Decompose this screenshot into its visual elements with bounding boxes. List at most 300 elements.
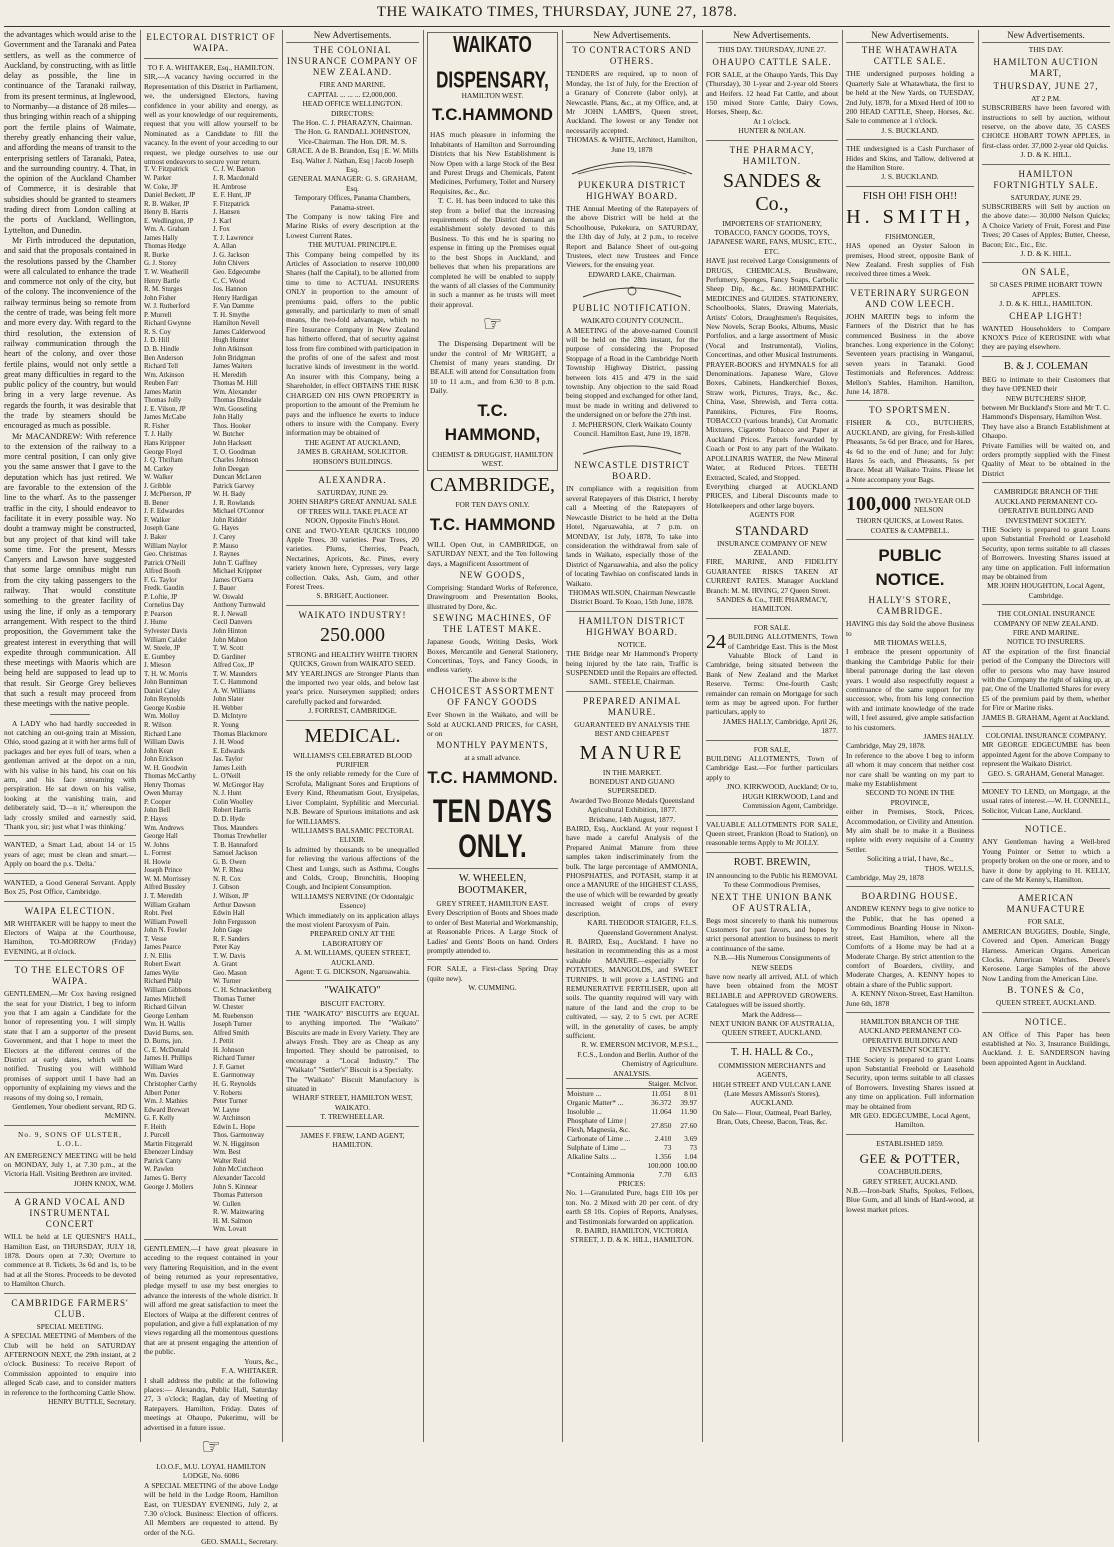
- industry-number: 250.000: [320, 623, 385, 646]
- auction-mart-heading: HAMILTON AUCTION MART,: [993, 56, 1099, 78]
- contractors-text: TENDERS are required, up to noon of Monday, the 1st of July, for the Erection of a Granary of Concrete (labor only), at Newcastle. Plans, &c., at my Office, and, at Mr JOHN LAMB'S, Queen street, Auckland. The lowest or any Tender not necessarily accepted.: [566, 69, 698, 135]
- analysis-cell: Alkaline Salts ...: [567, 1152, 617, 1162]
- divider: [846, 283, 974, 284]
- signatory-name: Thos. Hooker: [213, 422, 251, 430]
- signatory-name: T. V. Fitzpatrick: [144, 166, 189, 174]
- analysis-cell: 27.60: [680, 1120, 697, 1130]
- signatory-name: G. J. Storey: [144, 260, 177, 268]
- divider: [50, 714, 90, 715]
- analysis-cell: *Containing Ammonia: [567, 1170, 635, 1180]
- nervine-text: Which immediately on its application allays the most violent Paroxysm of Pain.: [286, 910, 419, 929]
- sportsmen-heading: TO SPORTSMEN.: [869, 405, 951, 416]
- hallys-date: Cambridge, May 29, 1878.: [846, 741, 926, 751]
- divider: [982, 782, 1110, 783]
- signatory-name: R. Wilson: [144, 722, 172, 730]
- signatory-name: James O'Garra: [213, 576, 254, 584]
- signatory-name: John N. Fowler: [144, 927, 187, 935]
- signatory-name: W. Coke, JP: [144, 183, 178, 191]
- industry-signature: J. FORREST, CAMBRIDGE.: [308, 706, 397, 716]
- hammond-text: T. C. H. has been induced to take this step from a belief that the increasing requirements of the District demand an establishment solely devoted to this Business. To this end he is sparing no expense in fitting up the Premises equal to the best Shops in Auckland, and believes that when his preparations are completed he will be enabled to supply the wants of all classes of the Community in such a manner as he trusts will meet their approval.: [430, 196, 555, 309]
- signatory-name: Fredk. Gaudin: [144, 585, 184, 593]
- signatory-name: W. Chester: [213, 1004, 244, 1012]
- analysis-cell: Moisture ...: [567, 1089, 602, 1099]
- analysis-row: [566, 1143, 698, 1152]
- masthead-rule: [4, 26, 1110, 27]
- signatory-name: J. H. Wood: [213, 739, 244, 747]
- signatory-name: Cecil Danvers: [213, 619, 253, 627]
- signatory-name: H. Howie: [144, 858, 171, 866]
- divider: [846, 886, 974, 887]
- signatory-name: Patrick Canty: [144, 1157, 182, 1165]
- signatory-name: Geo. Mason: [213, 969, 247, 977]
- signatory-name: R. Fisher: [144, 422, 170, 430]
- signatory-name: J. Carey: [213, 533, 236, 541]
- agent-address: HOBSON'S BUILDINGS.: [312, 456, 393, 466]
- column-heading: New Advertisements.: [846, 30, 974, 43]
- signatory-name: J. Karl: [213, 217, 232, 225]
- fortnightly-date: SATURDAY, JUNE 29.: [1010, 192, 1082, 202]
- signatory-name: C. E. McDonald: [144, 1046, 190, 1054]
- signatory-name: Arthur Dawson: [213, 901, 256, 909]
- signatory-name: T. W. Davis: [213, 952, 246, 960]
- colonial-insurance-heading: COLONIAL INSURANCE COMPANY.: [985, 731, 1107, 741]
- signatory-name: Anthony Turnwald: [213, 602, 266, 610]
- signatory-name: T. C. Hammond: [213, 679, 258, 687]
- ten-days-heading: TEN DAYS ONLY.: [432, 793, 553, 865]
- signatory-name: W. Turner: [213, 978, 241, 986]
- signatory-name: W. Steele, JP: [144, 645, 181, 653]
- signatory-name: John Bunniman: [144, 679, 188, 687]
- signatory-name: Thos. Garmonway: [213, 1132, 265, 1140]
- medical-heading: MEDICAL.: [304, 724, 401, 747]
- signatory-name: John Fergusson: [213, 918, 256, 926]
- smith-text: HAS opened an Oyster Saloon in premises, Hood street, opposite Bank of New Zealand. Fresh supplies of Fish received three times a Week.: [846, 241, 974, 279]
- highway-signature: SAML. STEELE, Chairman.: [589, 677, 675, 687]
- goods-text: at a small advance.: [464, 753, 521, 763]
- signatory-name: Thos. Maunders: [213, 824, 258, 832]
- balsam-heading: WILLIAMS'S BALSAMIC PECTORAL ELIXIR.: [291, 825, 414, 845]
- signatory-name: R. W. Mainwaring: [213, 1209, 264, 1217]
- tree-sale-text: ONE and TWO-YEAR QUICKS 100,000 Apple Trees, 30 varieties. Pear Trees, 20 varieties. Plums, Cherries, Peach, Nectarines, Apricots, &c. Pines, every variety known here, Cypresses, very large collection. Oaks, Ash, Gum, and other Forest Trees.: [286, 525, 419, 592]
- bootmaker-text: Every Description of Boots and Shoes made to order of Best Material and Workmanship, at Reasonable Prices. A Large Stock of Ladies' and Gents' Boots on hand. Orders promptly attended to.: [427, 908, 558, 955]
- column-1: [4, 30, 136, 1442]
- oddfellows-heading: I.O.O.F., M.U. LOYAL HAMILTON LODGE, No. 6086: [156, 1461, 266, 1481]
- highway-text: THE Bridge near Mr Hammond's Property being injured by the late rain, Traffic is SUSPENDED until the Repairs are effected.: [566, 649, 698, 677]
- signatory-name: T. W. Weatherill: [144, 269, 189, 277]
- council-heading: WAIKATO COUNTY COUNCIL.: [580, 316, 684, 326]
- gee-heading: GEE & POTTER,: [859, 1151, 961, 1167]
- signatory-name: Wm. Molloy: [144, 713, 180, 721]
- column-5: [566, 30, 698, 1442]
- reply-yours: Yours, &c.,: [244, 1356, 278, 1366]
- industry-text: MY YEARLINGS are Stronger Plants than the imported two year olds, and below last year's price. Nurserymen supplied; orders carefully packed and forwarded.: [286, 668, 419, 706]
- agent-line: Agent: T. G. DICKSON, Ngaruawahia.: [294, 967, 411, 977]
- divider: [427, 868, 558, 869]
- electors-signature: Gentlemen, Your obedient servant, RD G. McMINN.: [12, 1102, 136, 1121]
- signatory-name: Alfred Cox, JP: [213, 662, 255, 670]
- signatory-name: G. Hayes: [213, 525, 239, 533]
- analysis-cell: 3.69: [684, 1134, 697, 1144]
- analysis-row: [566, 1134, 698, 1143]
- sandes-subheading: IMPORTERS OF STATIONERY, TOBACCO, FANCY GOODS, TOYS, JAPANESE WARE, FANS, MUSIC, ETC., ETC.: [707, 218, 837, 256]
- analysis-cell: 8 01: [684, 1089, 697, 1099]
- signatory-name: T. O. Goodman: [213, 448, 256, 456]
- signatory-name: Duncan McLaren: [213, 474, 262, 482]
- signatory-name: George Floyd: [144, 448, 182, 456]
- brisbane-line: Brisbane, 14th August, 1877.: [588, 814, 676, 824]
- signatory-name: J. Gibson: [213, 884, 240, 892]
- anecdote-text: A LADY who had hardly succeeded in not catching an out-going train at Mission, Ohio, stood gazing at it with her arms full of packages and her eyes full of tears, when a gentleman arrived at the depot on a run, with his valise in his hand, his coat on his arm, and his face streaming with perspiration. He sat down on his valise, looking at the vanishing train, and deliberately said, 'D—n it,' whereupon the lady crossly smiled and earnestly said, 'Thank you, sir; just what I was thinking.': [4, 718, 136, 832]
- wells-signature: THOS. WELLS,: [924, 863, 974, 873]
- signatory-list: [144, 166, 278, 1234]
- signatory-name: Albert Potter: [144, 1089, 180, 1097]
- farmers-notice: A SPECIAL MEETING of Members of the Club will be held on SATURDAY AFTERNOON NEXT, the 29th instant, at 2 o'clock. Business: To receive Report of Commission appointed to enquire into alleged Scab case, and to consider matters in reference to the forthcoming Cattle Show.: [4, 1331, 136, 1397]
- thorn-side-text: TWO-YEAR OLD NELSON: [914, 495, 971, 514]
- signatory-name: Cornelius Day: [144, 602, 184, 610]
- column-rule: [842, 30, 843, 1442]
- signatory-name: Peter Turner: [213, 1098, 248, 1106]
- signatory-name: William Davis: [144, 739, 185, 747]
- column-3: [286, 30, 419, 1442]
- purifier-heading: WILLIAMS'S CELEBRATED BLOOD PURIFIER: [293, 750, 412, 770]
- signatory-name: T. H. W. Morris: [144, 670, 188, 678]
- insurance-subheading: FIRE AND MARINE.: [319, 80, 386, 90]
- boarding-heading: BOARDING HOUSE.: [861, 891, 959, 902]
- signatory-name: E. Edwards: [213, 747, 245, 755]
- signatory-name: J. T. Meredith: [144, 892, 183, 900]
- article-text: Mr Firth introduced the deputation, and said that the proposals contained in the resolutions passed by the Chamber were all calculated to enhance the trade and commerce not only of the city, but of the colony. The inconvenience of the railway terminus being so remote from the centre of trade, was being felt more and more every day. With regard to the third resolution, the extension of railway communication through the heart of the colony, and over those fertile plains, would not only settle a great many difficulties in regard to the public policy of the country, but would bring in a very large revenue. As regards the fourth, it was desirable that the trade by steamers should be encouraged as much as possible.: [4, 235, 136, 431]
- divider: [4, 835, 136, 836]
- hammond-heading: T.C. HAMMOND,: [444, 400, 541, 444]
- signatory-name: W. F. Rhea: [213, 867, 244, 875]
- signatory-name: Wm. H. Wallis: [144, 1021, 186, 1029]
- boarding-signature: A. KENNY Nixon-Street, East Hamilton.: [851, 989, 974, 999]
- fish-heading: FISH OH! FISH OH!!: [862, 190, 958, 202]
- analysis-cell: 1.04: [684, 1152, 697, 1162]
- whatawhata-signature: J. S. BUCKLAND.: [881, 125, 939, 135]
- dispensary-ad: [427, 32, 558, 471]
- hallys-signature: JAMES HALLY.: [923, 731, 974, 741]
- divider: [982, 888, 1110, 889]
- signatory-name: James Calderwood: [213, 328, 266, 336]
- hides-text: THE undersigned is a Cash Purchaser of Hides and Skins, and Tallow, delivered at the Hamilton Store.: [846, 144, 974, 172]
- biscuit-text: THE "WAIKATO" BISCUITS are EQUAL to anything imported. The "Waikato" Biscuits are made in Every Variety. They are always Fresh. They are as Cheap as any Imported. They should be patronised, to encourage a "Local Industry." The "Waikato" "Settler's" Biscuit is a Specialty.: [286, 1008, 419, 1075]
- wells-text: either in Premises, Stock, Prices, Accommodation, or Civility and Attention. My aim shall be to make it a Business replete with every requisite of a Country Settler.: [846, 807, 974, 854]
- colonial-insurance-text: MR GEORGE EDGECUMBE has been appointed Agent for the above Company to represent the Waikato District.: [982, 740, 1110, 769]
- signatory-name: John Erickson: [144, 756, 184, 764]
- notice-heading: NOTICE.: [1024, 824, 1068, 835]
- article-text: the advantages which would arise to the Government and the Taranaki and Patea settlers, as well as the commerce of Auckland, by constructing, with as little delay as possible, the line in continuance of the Taranaki railway, from its present terminus, at Inglewood, to Normanby—a distance of 28 miles—thus bringing within reach of a shipping port the fertile plains of Waimate, thereby greatly enhancing their value, and affording the means of transit to the enterprising settlers of Taranaki, Patea, and the surrounding country. 4. That, in the opinion of the Auckland Chamber of Commerce, it is desirable that subsidies should be granted to steamers trading direct from London calling at the ports of Auckland, Wellington, Lyttelton, and Dunedin.: [4, 30, 136, 235]
- wells-name: MR THOMAS WELLS,: [873, 637, 947, 647]
- biscuit-heading: "WAIKATO": [324, 985, 381, 997]
- signatory-name: John Bridgman: [213, 354, 256, 362]
- signatory-name: John Atkinson: [213, 345, 253, 353]
- article-text: Mr MACANDREW: With reference to the extension of the railway to a more central position, I can only give you the same answer that I gave to the deputation which has just retired. We are favorable to the extension of the line to the wharf. As to the passenger traffic in the city, I should endeavor to facilitate it in every possible way. No doubt a tramway might be constructed, but any project of that kind will take some time. For the present, Messrs Canyers and Lawson have suggested that some large omnibus might run from the city taking passengers to the railway. That would constitute something to the greater facility of using the line, if only as a temporary arrangement. With respect to the third proposition, the Government take the greatest interest in everything that will expedite through communication. All these meetings with Maoris which are being held are supposed to lead up to that result. Sir George Grey believes that such a result may proceed from these meetings with the native people.: [4, 431, 136, 709]
- newcastle-signature: THOMAS WILSON, Chairman Newcastle District Board. Te Koao, 15th June, 1878.: [568, 587, 696, 607]
- signatory-name: W. Johns: [144, 841, 170, 849]
- analysis-cell: 39.97: [680, 1098, 697, 1108]
- signatory-name: John Deegan: [213, 465, 249, 473]
- signatory-name: James Waiters: [213, 363, 253, 371]
- auction-mart-time: AT 2 P.M.: [1031, 93, 1061, 103]
- signatory-column-b: [213, 166, 278, 1234]
- pukekura-heading: PUKEKURA DISTRICT HIGHWAY BOARD.: [577, 179, 687, 201]
- divider: [4, 873, 136, 874]
- pharmacy-heading: THE PHARMACY, HAMILTON.: [729, 144, 815, 166]
- column-6: [706, 30, 838, 1442]
- mutual-text: This Company being compelled by its Articles of Association to reserve 100,000 Shares (half the Capital), to be allotted from time to time to ACTUAL INSURERS ONLY in proportion to the amount of premiums paid, offers to the public generally, and particularly to men of small means, the two-fold advantage, which no Fire Insurance Company in New Zealand has hitherto offered, that of security against loss from fire combined with participation in the profits of one of the safest and most lucrative kinds of investment in the world. An insurer with this Company, being a Shareholder, in effect OBTAINS THE RISK CHARGED ON HIS OWN PROPERTY in proportion to the amount of the Premium he pays and the influence he exerts to induce others to insure with the Company. Every information may be obtained of: [286, 249, 419, 438]
- signatory-name: J. Q. Thriftam: [144, 457, 183, 465]
- directors-heading: DIRECTORS:: [331, 108, 374, 118]
- allotment-signature: JNO. KIRKWOOD, Auckland; Or to, HUGH KIRKWOOD, Land and Commission Agent, Cambridge.: [726, 782, 838, 811]
- insurance-office: HEAD OFFICE WELLINGTON.: [302, 99, 403, 109]
- signatory-name: Edward Brewart: [144, 1106, 190, 1114]
- signatory-name: William Ward: [144, 1063, 183, 1071]
- signatory-name: Wm. Gooseling: [213, 405, 257, 413]
- divider: [982, 356, 1110, 357]
- signatory-name: H. Ambrose: [213, 183, 247, 191]
- signatory-name: N. J. Hunt: [213, 790, 242, 798]
- farmers-subheading: SPECIAL MEETING.: [36, 1321, 104, 1331]
- signatory-name: Richard Turner: [213, 1055, 255, 1063]
- biscuit-location-line: The "Waikato" Biscuit Manufactory is situated in: [286, 1074, 419, 1094]
- signatory-name: T. Vesse: [144, 935, 167, 943]
- hamilton-branch-text: THE Society is prepared to grant Loans upon Substantial Freehold or Leasehold Security, upon terms suitable to all classes of Borrowers. Investing Shares issued at any time on application. Full information may be obtained from: [846, 1054, 974, 1111]
- gee-established: ESTABLISHED 1859.: [876, 1138, 944, 1148]
- fortnightly-heading: HAMILTON FORTNIGHTLY SALE.: [993, 168, 1099, 190]
- signatory-name: E. F. Hunt, JP: [213, 192, 252, 200]
- analysis-cell: 7.70: [658, 1170, 672, 1180]
- signatory-name: John McCutcheon: [213, 1166, 264, 1174]
- signatory-name: Daniel Beckett, JP: [144, 192, 196, 200]
- brewin-text: To these Commodious Premises,: [723, 880, 821, 890]
- biscuit-address: WHARF STREET, HAMILTON WEST, WAIKATO.: [292, 1093, 413, 1112]
- colonial-insurance-signature: JAMES B. GRAHAM, Agent at Auckland.: [982, 712, 1110, 722]
- signatory-name: M. Carkey: [144, 465, 174, 473]
- wells-heading: SECOND TO NONE IN THE PROVINCE,: [865, 788, 955, 807]
- signatory-name: Thomas McCarthy: [144, 773, 196, 781]
- signatory-name: T. H. Smythe: [213, 311, 250, 319]
- signatory-name: John Bell: [144, 807, 171, 815]
- cambridge-heading: CAMBRIDGE,: [429, 474, 555, 497]
- signatory-name: Thomas Dinsdale: [213, 397, 262, 405]
- analysis-cell: Sulphate of Lime ...: [567, 1143, 626, 1153]
- signatory-name: James Wylie: [144, 969, 179, 977]
- divider: [846, 1012, 974, 1013]
- farmers-signature: HENRY BUTTLE, Secretary.: [48, 1396, 136, 1406]
- signatory-name: W. M. Morrissey: [144, 875, 191, 883]
- american-heading: AMERICAN MANUFACTURE: [1006, 893, 1086, 915]
- signatory-name: Joseph Turner: [213, 1021, 252, 1029]
- allotment-signature: JAMES HALLY, Cambridge, April 26, 1877.: [722, 716, 838, 736]
- analysis-row: [566, 1170, 698, 1179]
- auction-mart-text: SUBSCRIBERS have been favored with instructions to sell by auction, without reserve, on the above date, 35 CASES CHOICE HOBART TOWN APPLES, in first-class order. 37,000 2-year old Quicks.: [982, 103, 1110, 150]
- notice-text: AN Office of This Paper has been established at No. 3, Insurance Buildings, Auckland. J. E. SANDERSON having been appointed Agent in Auckland.: [982, 1029, 1110, 1067]
- ornament-icon: [568, 156, 696, 178]
- tones-address: QUEEN STREET, AUCKLAND.: [995, 998, 1097, 1008]
- address-mark: Mark the Address—: [742, 1009, 802, 1019]
- sandes-footnote: Everything charged at AUCKLAND PRICES, and Liberal Discounts made to Hotelkeepers and other large buyers.: [706, 481, 838, 510]
- signatory-name: Wm. Alexander: [213, 388, 257, 396]
- tree-sale-heading: JOHN SHARP'S GREAT ANNUAL SALE OF TREES WILL TAKE PLACE AT NOON, Opposite Finch's Hotel.: [288, 497, 417, 526]
- requisition-text: SIR,—A vacancy having occurred in the Representation of this District in Parliament, we, the undersigned Electors, having confidence in your ability and energy, as well as your knowledge of our requirements, request that you will allow yourself to be Nominated as a Candidate to fill the vacancy. In the event of your acceding to our request, we pledge ourselves to use our utmost endeavors to secure your return.: [144, 72, 278, 167]
- divider: [427, 959, 558, 960]
- cheap-light-text: WANTED Householders to Compare KNOX'S Price of KEROSINE with what they are paying elsewhere.: [982, 323, 1110, 352]
- signatory-name: Thomas M. Hill: [213, 380, 258, 388]
- divider: [286, 980, 419, 981]
- lodge-signature: JOHN KNOX, W.M.: [73, 1178, 136, 1188]
- divider: [286, 605, 419, 606]
- signatory-name: Wm. Lovatt: [213, 1226, 247, 1234]
- pointing-hand-icon: ☞: [201, 1433, 221, 1459]
- analysis-cell: 100.00: [676, 1161, 697, 1171]
- signatory-name: Henry B. Harris: [144, 209, 189, 217]
- signatory-name: P. Pearson: [144, 610, 173, 618]
- analysis-cell: Carbonate of Lime ...: [567, 1134, 631, 1144]
- divider: [846, 1134, 974, 1135]
- hammond-heading: T.C. HAMMOND.: [427, 767, 558, 787]
- industry-subheading: STRONG and HEALTHY WHITE THORN QUICKS, Grown from WAIKATO SEED.: [287, 649, 418, 669]
- analysis-row: [566, 1089, 698, 1099]
- pukekura-signature: EDWARD LAKE, Chairman.: [588, 269, 676, 279]
- dispensary-location: HAMILTON WEST.: [461, 91, 524, 100]
- divider: [982, 819, 1110, 820]
- signatory-name: Robert Harris: [213, 807, 251, 815]
- divider: [706, 815, 838, 816]
- signatory-name: F. Van Damme: [213, 303, 254, 311]
- manure-big-heading: MANURE: [579, 741, 685, 764]
- american-text: AMERICAN BUGGIES, Double, Single, Covered and Open. American Buggy Harness. American Organs. American Clocks. American Watches. Deere's Kerosene. Large Samples of the above Now Landing from the American Line.: [982, 926, 1110, 983]
- signatory-name: W. Layne: [213, 1106, 240, 1114]
- concert-heading: A GRAND VOCAL AND INSTRUMENTAL CONCERT: [14, 1197, 126, 1230]
- signatory-name: John Hinton: [213, 628, 247, 635]
- signatory-name: W. J. Rutherford: [144, 303, 190, 311]
- signatory-name: William Graham: [144, 901, 191, 909]
- hides-signature: J. S. BUCKLAND.: [881, 172, 939, 182]
- signatory-name: T. J. Lawrence: [213, 234, 254, 242]
- alexandra-heading: ALEXANDRA.: [318, 474, 387, 485]
- manure-subheading: GUARANTEED BY ANALYSIS THE BEST AND CHEAPEST: [574, 719, 690, 739]
- thorn-subheading: THORN QUICKS, at Lowest Rates.: [856, 516, 964, 526]
- signatory-name: P. Mauso: [213, 542, 239, 550]
- analysis-cell: Phosphate of Lime | Flesh, Magnesia, &c.: [567, 1116, 631, 1135]
- general-manager: GENERAL MANAGER: G. S. GRAHAM, Esq.: [288, 174, 417, 193]
- hammond-subheading: CHEMIST & DRUGGIST, HAMILTON WEST.: [432, 449, 553, 468]
- brewin-text: Begs most sincerely to thank his numerous Customers for past favors, and hopes by strict personal attention to business to merit a continuance of the same.: [706, 915, 838, 953]
- column-7: [846, 30, 974, 1442]
- hallys-text: HAVING this day Sold the above Business to: [846, 619, 974, 638]
- signatory-name: Reuben Farr: [144, 380, 179, 388]
- reply-signature: F. A. WHITAKER.: [221, 1366, 278, 1376]
- analysis-cell: 6.03: [684, 1170, 697, 1180]
- signatory-name: Richard Tell: [144, 363, 179, 371]
- analysis-cell: 1.356: [654, 1152, 672, 1162]
- signatory-name: C. C. Wood: [213, 277, 246, 285]
- bootmaker-address: GREY STREET, HAMILTON EAST.: [436, 898, 549, 908]
- signatory-name: R. M. Sturges: [144, 286, 183, 294]
- signatory-name: J. N. Ellis: [144, 952, 172, 960]
- wells-text: In reference to the above I beg to inform all whom it may concern that neither cost nor care shall be wanting on my part to make my Establishment: [846, 750, 974, 789]
- analysis-row: [566, 1152, 698, 1161]
- lodge-notice: AN EMERGENCY MEETING will be held on MONDAY, July 1, at 7.30 p.m., at the Victoria Hall. Visiting Brethren are invited.: [4, 1150, 136, 1179]
- signatory-name: Patrick O'Neill: [144, 559, 186, 567]
- analysis-row: [566, 1161, 698, 1170]
- signatory-name: James Hally: [144, 234, 178, 242]
- cambridge-branch-heading: CAMBRIDGE BRANCH OF THE AUCKLAND PERMANENT CO-OPERATIVE BUILDING AND INVESTMENT SOCIETY.: [993, 487, 1099, 525]
- signatory-name: J. R. Macdonald: [213, 175, 259, 183]
- signatory-name: Alexander Taccold: [213, 1175, 266, 1182]
- hallys-store-heading: HALLY'S STORE, CAMBRIDGE.: [868, 595, 952, 617]
- divider: [846, 139, 974, 140]
- allotment-text: BUILDING ALLOTMENTS, Town of Cambridge East.—For further particulars apply to: [706, 754, 838, 782]
- analysis-table: [566, 1078, 698, 1179]
- signatory-name: Henry Hardigan: [213, 294, 258, 302]
- signatory-name: Daniel Caley: [144, 687, 181, 695]
- signatory-name: L. Forrest: [144, 850, 172, 858]
- requisition-addressee: TO F. A. WHITAKER, Esq., HAMILTON.: [147, 63, 275, 72]
- signatory-name: Sylvester Davis: [144, 628, 188, 635]
- signatory-name: Wm. Atkinson: [144, 371, 185, 379]
- cambridge-subheading: FOR TEN DAYS ONLY.: [455, 500, 530, 510]
- signatory-name: Richard Gwynne: [144, 320, 191, 328]
- divider: [4, 1192, 136, 1193]
- oddfellows-notice: A SPECIAL MEETING of the above Lodge will be held in the Lodge Room, Hamilton East, on TUESDAY EVENING, July 2, at 7.30 o'clock. Business: Election of officers. All Members are requested to attend. By order of the N.G.: [144, 1480, 278, 1537]
- boarding-text: ANDREW KENNY begs to give notice to the Public, that he has opened a Commodious Boarding House in Nixon-street, East Hamilton, where all the Comforts of a Home may be had at a Moderate Charge. By strict attention to the comfort of Boarders, civility, and Moderate Charges, A. KENNY hopes to obtain a share of the Public support.: [846, 904, 974, 989]
- goods-heading: NEW GOODS,: [459, 570, 526, 580]
- testimonial-text: R. BAIRD, Esq., Auckland. I have no hesitation in recommending this as a most valuable MANURE—especially for POTATOES, MANGOLDS, and SWEET TURNIPS. It will prove a LASTING and REMUNERATIVE FERTILISER, upon all soils. The quantity required will vary with nature of the land and the crop to be cultivated, — say, 2 to 5 cwt. per ACRE will, in the generality of cases, be amply sufficient.: [566, 936, 698, 1040]
- seeds-text: have now nearly all arrived, ALL of which have been obtained from the MOST RELIABLE and APPROVED GROWERS. Catalogues will be issued shortly.: [706, 971, 838, 1010]
- analysis-row: [566, 1107, 698, 1116]
- signatory-name: James Leith: [213, 764, 247, 772]
- signatory-name: T. W. Scott: [213, 645, 244, 653]
- chemist-name: A. M. WILLIAMS, QUEEN STREET, AUCKLAND.: [294, 948, 411, 967]
- agents-line: AGENTS FOR: [749, 510, 795, 520]
- column-heading: New Advertisements.: [706, 30, 838, 43]
- vet-heading: VETERINARY SURGEON AND COW LEECH.: [850, 287, 970, 309]
- auction-mart-signature: J. D. & K. HILL.: [1020, 150, 1072, 160]
- election-heading: WAIPA ELECTION.: [24, 905, 116, 916]
- signatory-name: James H. Phillips: [144, 1055, 193, 1063]
- testimonial-signature: KARL THEODOR STAIGER, F.L.S. Queensland Government Analyst.: [587, 918, 698, 937]
- signatory-name: W. H. Bady: [213, 491, 246, 499]
- signatory-name: John Kean: [144, 747, 174, 755]
- signatory-name: Christopher Carthy: [144, 1080, 198, 1088]
- sewing-heading: SEWING MACHINES, OF THE LATEST MAKE.: [432, 613, 553, 635]
- hammond-heading: T.C.HAMMOND: [432, 105, 553, 125]
- temporary-offices: Temporary Offices, Panama Chambers, Panama-street.: [294, 193, 411, 212]
- column-rule: [282, 30, 283, 1442]
- signatory-name: P. Murrell: [144, 311, 172, 319]
- signatory-name: William Naylor: [144, 542, 188, 550]
- signatory-name: William Powell: [144, 918, 188, 926]
- analysis-cell: Organic Matter* ...: [567, 1098, 624, 1108]
- analysis-heading: ANALYSIS.: [613, 1068, 651, 1078]
- newcastle-text: IN compliance with a requisition from several Ratepayers of this District, I hereby call a Meeting of the Ratepayers of Newcastle District to be held at the Delta Hotel, Ngaruawahia, at 7 p.m. on MONDAY, 1st July, 1878, To take into consideration the withdrawal from sale of lands in Waikato, especially those of the District of Ngaruawahia, and also the policy of locating Tawhiao on confiscated lands in Waikato.: [566, 484, 698, 588]
- signatory-name: H. Meredith: [213, 371, 247, 379]
- sandes-text: HAVE just received Large Consignments of DRUGS, CHEMICALS, Brushware, Perfumery, Sponges, Fancy Soaps, Carbolic Sheep Dip, &c., &c. HOMŒPATHIC MEDICINES and GUIDES. STATIONERY, Schoolbooks, Slates, Drawing Materials, Artists' Colors, Draughtsmen's Requisites, New Novels, Scrap Books, Albums, Music Portfolios, and a large assortment of Music (Vocal and Instrumental), Violins, Concertinas, and other Musical Instruments. PRAYER-BOOKS and HYMNALS for all Denominations. Japanese Ware, Glove Boxes, Cabinets, Handkerchief Boxes, Straw work, Pictures, Trays, &c., &c. China, Vase, Shrewish, and Terra cotta. Pannikins, Pictures, Fire Rooms, TOBACCO (various brands), Cut Aromatic Mixtures, Cigarette Tobacco and Paper at Auckland Prices. Parcels forwarded by Coach or Post to any part of the Waikato. APOLLINARIS WATER, the New Mineral Water, at Reduced Prices. TEETH Extracted, Scaled, and Stopped.: [706, 256, 838, 482]
- smith-heading: H. SMITH,: [846, 205, 974, 228]
- requisition-heading: ELECTORAL DISTRICT OF WAIPA.: [146, 32, 276, 53]
- analysis-row: [566, 1098, 698, 1107]
- wells-text: Soliciting a trial, I have, &c.,: [867, 854, 953, 864]
- brewin-address: NEXT THE UNION BANK OF AUSTRALIA,: [711, 891, 833, 913]
- signatory-name: John Fisher: [144, 294, 176, 302]
- sportsmen-text: FISHER & CO., BUTCHERS, AUCKLAND, are giving, for Fresh-killed Pheasants, 5s 6d per Brace, and for Hares, 4s 6d to the end of June; and for July: Hares 5s each, and Pheasants, 5s per Brace. Meat all Waikato Trains. Please let a Note accompany your Bags.: [846, 418, 974, 484]
- sale-ad: FOR SALE, a First-class Spring Dray (quite new).: [427, 964, 558, 983]
- divider: [982, 164, 1110, 165]
- signatory-name: R. B. Walker, JP: [144, 200, 190, 208]
- signatory-name: J. McPherson, JP: [144, 491, 192, 499]
